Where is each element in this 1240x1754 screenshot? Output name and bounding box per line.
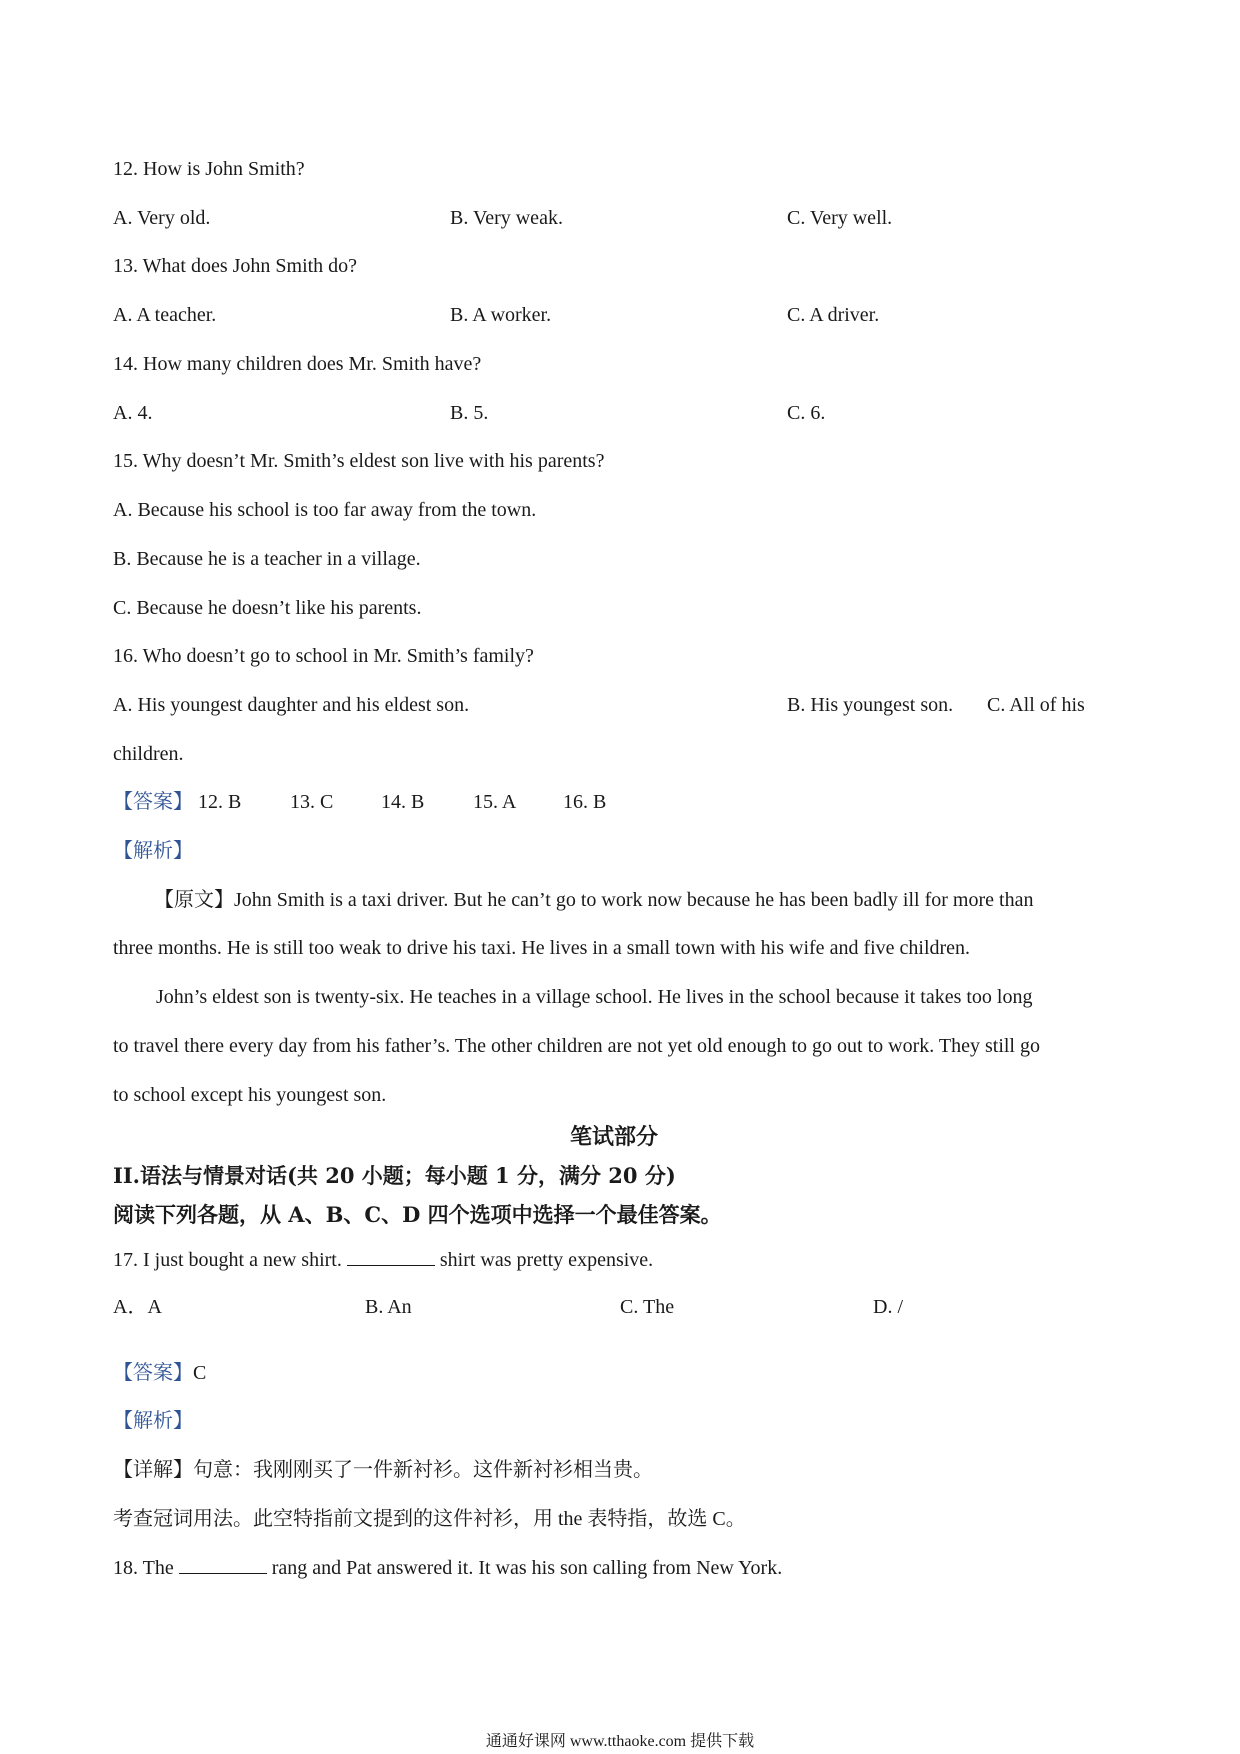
q14-option-b: B. 5. [450,402,489,424]
passage-tag: 【原文】 [154,889,234,911]
q17-option-c: C. The [620,1296,675,1318]
q18-stem-post: rang and Pat answered it. It was his son calling from New York. [271,1557,783,1579]
answer-tag: 【答案】 [113,791,193,813]
q17-option-b: B. An [365,1296,412,1318]
detail-17-line1 [113,1457,653,1483]
passage-p2-line1: John’s eldest son is twenty-six. He teaches in a village school. He lives in the school because it takes too long [156,986,1033,1008]
section2-instruction: 阅读下列各题，从 A、B、C、D 四个选项中选择一个最佳答案。 [113,1202,722,1227]
q13-option-a: A. A teacher. [113,304,217,326]
passage-p1-line2: three months. He is still too weak to drive his taxi. He lives in a small town with his wife and five children. [113,937,971,959]
q12-option-c: C. Very well. [787,207,893,229]
q16-option-a: A. His youngest daughter and his eldest son. [113,694,470,716]
q17-option-d: D. / [873,1296,903,1318]
detail-17-line1-text: 句意：我刚刚买了一件新衬衫。这件新衬衫相当贵。 [193,1459,653,1481]
q16-option-b: B. His youngest son. [787,694,954,716]
q13-option-c: C. A driver. [787,304,880,326]
q17-blank [347,1247,435,1266]
answer-17-tag: 【答案】 [113,1362,193,1384]
answer-16: 16. B [563,791,607,813]
q18-stem [113,1555,782,1581]
detail-17-line2: 考查冠词用法。此空特指前文提到的这件衬衫，用 the 表特指，故选 C。 [113,1508,746,1530]
analysis-17-tag: 【解析】 [113,1410,193,1432]
q14-option-c: C. 6. [787,402,826,424]
q12-option-a: A. Very old. [113,207,211,229]
passage-p2-line2: to travel there every day from his father’s. The other children are not yet old enough to go out to work. They still go [113,1035,1040,1057]
page-footer: 通通好课网 www.tthaoke.com 提供下载 [485,1733,755,1750]
answer-14: 14. B [381,791,425,813]
q17-stem-post: shirt was pretty expensive. [439,1249,654,1271]
q18-blank [179,1555,267,1574]
answer-block-12-16 [113,789,193,815]
analysis-tag: 【解析】 [113,840,193,862]
answer-17 [113,1360,206,1386]
q15-option-c: C. Because he doesn’t like his parents. [113,597,422,619]
q16-option-c: C. All of his [987,694,1085,716]
q17-stem-pre: 17. I just bought a new shirt. [113,1249,342,1271]
q14-option-a: A. 4. [113,402,153,424]
q14-stem: 14. How many children does Mr. Smith have? [113,353,482,375]
answer-13: 13. C [290,791,334,813]
q16-option-c-continued: children. [113,743,184,765]
q12-stem: 12. How is John Smith? [113,158,305,180]
written-section-title: 笔试部分 [570,1124,659,1150]
q13-option-b: B. A worker. [450,304,552,326]
passage-p2-line3: to school except his youngest son. [113,1084,387,1106]
section2-title: II.语法与情景对话(共 20 小题；每小题 1 分，满分 20 分) [113,1163,676,1188]
q15-option-b: B. Because he is a teacher in a village. [113,548,421,570]
detail-17-tag: 【详解】 [113,1459,193,1481]
q13-stem: 13. What does John Smith do? [113,255,358,277]
q18-stem-pre: 18. The [113,1557,174,1579]
q12-option-b: B. Very weak. [450,207,563,229]
answer-12: 12. B [198,791,242,813]
q17-stem [113,1247,653,1273]
passage-p1-line1-text: John Smith is a taxi driver. But he can’t go to work now because he has been badly ill for more than [234,889,1034,911]
q15-stem: 15. Why doesn’t Mr. Smith’s eldest son live with his parents? [113,450,605,472]
answer-17-value: C [193,1362,207,1384]
answer-15: 15. A [473,791,517,813]
q16-stem: 16. Who doesn’t go to school in Mr. Smith’s family? [113,645,534,667]
q17-option-a: A．A [113,1296,162,1318]
q15-option-a: A. Because his school is too far away from the town. [113,499,537,521]
passage-p1-line1 [154,887,1033,913]
